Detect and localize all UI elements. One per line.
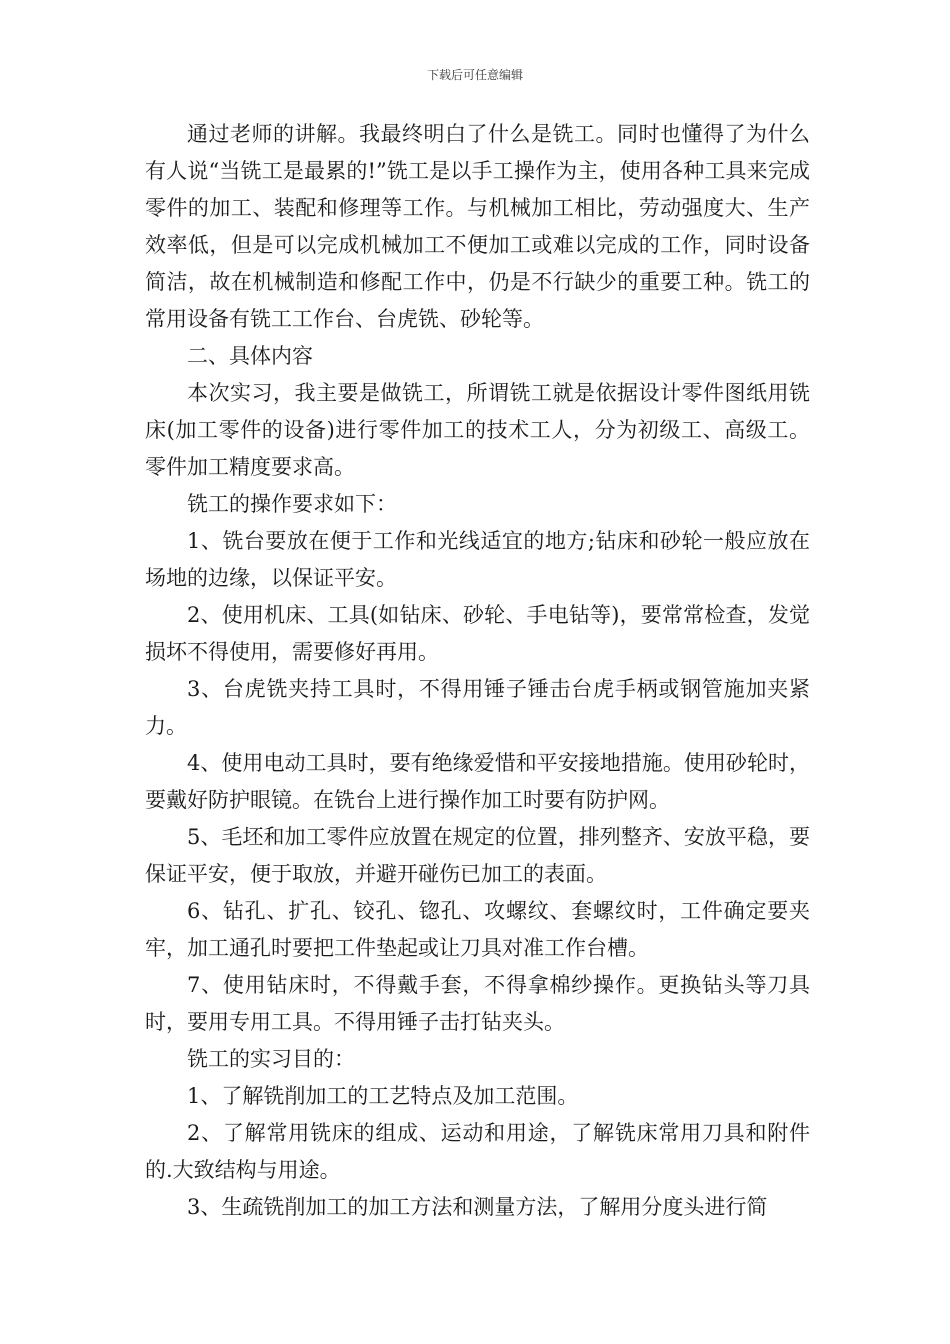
document-body — [145, 116, 810, 1226]
section-heading-content: 二、具体内容 — [187, 344, 313, 368]
paragraph-internship: 本次实习，我主要是做铣工，所谓铣工就是依据设计零件图纸用铣床(加工零件的设备)进行零件加工的技术工人，分为初级工、高级工。零件加工精度要求高。 — [145, 381, 810, 479]
list-item-requirement-1: 1、铣台要放在便于工作和光线适宜的地方;钻床和砂轮一般应放在场地的边缘，以保证平安。 — [145, 529, 810, 590]
page-header: 下载后可任意编辑 — [426, 68, 523, 82]
list-item-requirement-6: 6、钻孔、扩孔、铰孔、锪孔、攻螺纹、套螺纹时，工件确定要夹牢，加工通孔时要把工件垫起或让刀具对准工作台槽。 — [145, 899, 810, 960]
list-item-goal-2: 2、了解常用铣床的组成、运动和用途，了解铣床常用刀具和附件的.大致结构与用途。 — [145, 1121, 810, 1182]
paragraph-intro: 通过老师的讲解。我最终明白了什么是铣工。同时也懂得了为什么有人说“当铣工是最累的!”铣工是以手工操作为主，使用各种工具来完成零件的加工、装配和修理等工作。与机械加工相比，劳动强度大、生产效率低，但是可以完成机械加工不便加工或难以完成的工作，同时设备简洁，故在机械制造和修配工作中，仍是不行缺少的重要工种。铣工的常用设备有铣工工作台、台虎铣、砂轮等。 — [145, 122, 810, 331]
list-item-goal-3: 3、生疏铣削加工的加工方法和测量方法，了解用分度头进行简 — [187, 1195, 768, 1219]
list-item-requirement-5: 5、毛坯和加工零件应放置在规定的位置，排列整齐、安放平稳，要保证平安，便于取放，并避开碰伤已加工的表面。 — [145, 825, 810, 886]
list-item-requirement-3: 3、台虎铣夹持工具时，不得用锤子锤击台虎手柄或钢管施加夹紧力。 — [145, 677, 810, 738]
list-item-goal-1: 1、了解铣削加工的工艺特点及加工范围。 — [187, 1084, 579, 1108]
list-item-requirement-4: 4、使用电动工具时，要有绝缘爱惜和平安接地措施。使用砂轮时，要戴好防护眼镜。在铣台上进行操作加工时要有防护网。 — [145, 751, 810, 812]
paragraph-requirements-heading: 铣工的操作要求如下： — [187, 492, 397, 516]
paragraph-goals-heading: 铣工的实习目的： — [187, 1047, 355, 1071]
list-item-requirement-2: 2、使用机床、工具(如钻床、砂轮、手电钻等)，要常常检查，发觉损坏不得使用，需要修好再用。 — [145, 603, 810, 664]
list-item-requirement-7: 7、使用钻床时，不得戴手套，不得拿棉纱操作。更换钻头等刀具时，要用专用工具。不得用锤子击打钻夹头。 — [145, 973, 810, 1034]
